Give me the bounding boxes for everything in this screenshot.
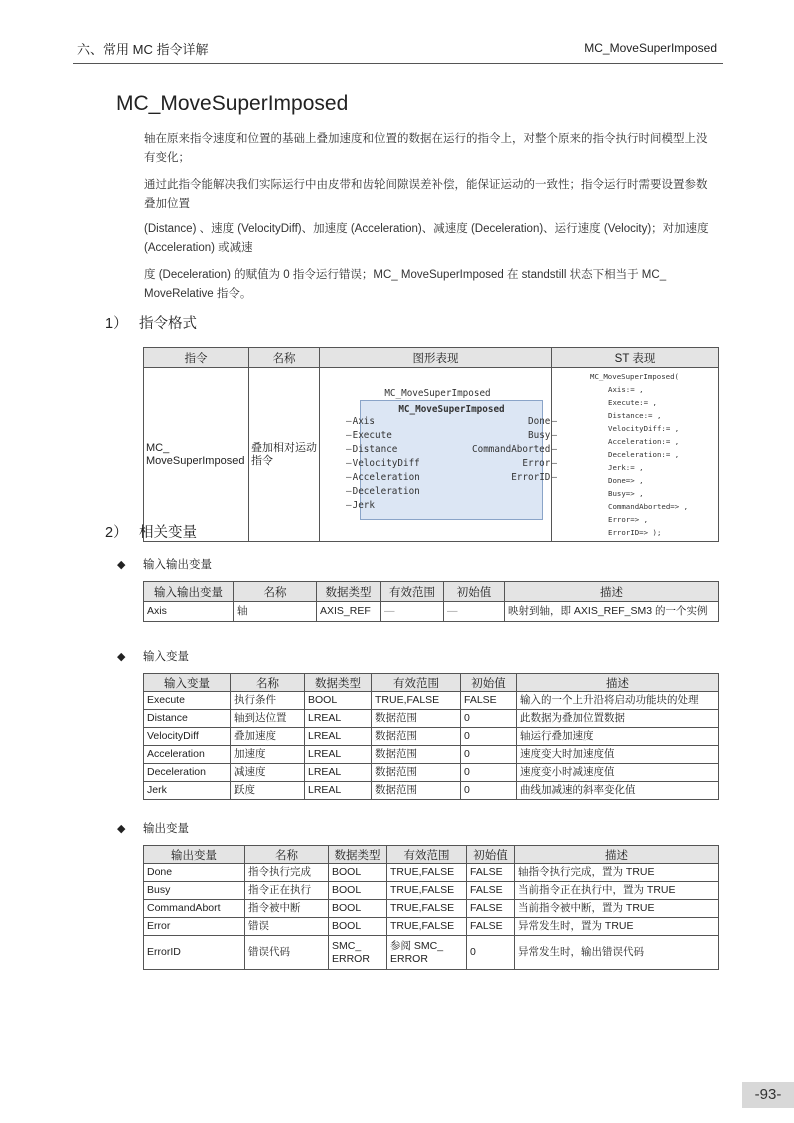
table-cell: 指令被中断 — [245, 900, 329, 918]
format-header-graphic: 图形表现 — [320, 348, 552, 368]
table-row — [144, 864, 719, 882]
fb-input-pin: — Jerk — [346, 499, 375, 512]
bullet-io-variables — [117, 556, 212, 572]
table-cell: BOOL — [329, 882, 387, 900]
format-instruction-cell: MC_ MoveSuperImposed — [144, 368, 249, 542]
fb-input-pin: — Deceleration — [346, 485, 420, 498]
bullet-label: 输出变量 — [143, 823, 189, 835]
table-row — [144, 882, 719, 900]
table-row — [144, 782, 719, 800]
out-header: 数据类型 — [329, 846, 387, 864]
table-cell: FALSE — [461, 692, 517, 710]
section-heading-format — [105, 312, 197, 333]
table-cell: CommandAbort — [144, 900, 245, 918]
fb-input-pin: — Distance — [346, 443, 397, 456]
section-number: 2） — [105, 525, 128, 541]
st-code-cell — [552, 368, 719, 542]
out-header: 有效范围 — [387, 846, 467, 864]
table-cell: ErrorID — [144, 936, 245, 970]
bullet-label: 输入输出变量 — [143, 559, 212, 571]
table-cell: — — [444, 602, 505, 622]
table-row — [144, 746, 719, 764]
table-cell: 轴 — [234, 602, 317, 622]
table-cell: 映射到轴，即 AXIS_REF_SM3 的一个实例 — [505, 602, 719, 622]
fb-type-label: MC_MoveSuperImposed — [398, 403, 505, 415]
fb-output-pin: Busy — — [528, 429, 557, 442]
st-line: Distance:= , — [608, 411, 662, 420]
out-header: 描述 — [515, 846, 719, 864]
fb-input-pin: — VelocityDiff — [346, 457, 420, 470]
table-row — [144, 692, 719, 710]
io-header: 有效范围 — [381, 582, 444, 602]
io-header: 数据类型 — [317, 582, 381, 602]
function-block — [352, 400, 551, 520]
table-cell: 指令正在执行 — [245, 882, 329, 900]
section-heading-variables — [105, 521, 197, 542]
table-cell: 0 — [461, 710, 517, 728]
fb-output-pin: ErrorID — — [511, 471, 557, 484]
io-header: 输入输出变量 — [144, 582, 234, 602]
table-cell: Acceleration — [144, 746, 231, 764]
st-line: Error=> , — [608, 515, 649, 524]
table-cell: Busy — [144, 882, 245, 900]
table-cell: — — [381, 602, 444, 622]
table-cell: 此数据为叠加位置数据 — [517, 710, 719, 728]
st-line: Jerk:= , — [608, 463, 644, 472]
table-row — [144, 918, 719, 936]
table-cell: VelocityDiff — [144, 728, 231, 746]
header-section: MC_MoveSuperImposed — [584, 41, 717, 55]
table-cell: Jerk — [144, 782, 231, 800]
function-block-diagram — [323, 386, 552, 524]
fb-input-pin: — Axis — [346, 415, 375, 428]
table-row — [144, 710, 719, 728]
diamond-bullet-icon: ◆ — [117, 559, 126, 571]
st-line: MC_MoveSuperImposed( — [590, 372, 679, 381]
table-cell: TRUE,FALSE — [387, 882, 467, 900]
table-cell: 0 — [461, 764, 517, 782]
table-cell: 指令执行完成 — [245, 864, 329, 882]
fb-input-pin: — Execute — [346, 429, 392, 442]
table-cell: 数据范围 — [372, 782, 461, 800]
st-line: Deceleration:= , — [608, 450, 680, 459]
table-cell: LREAL — [305, 782, 372, 800]
io-header: 初始值 — [444, 582, 505, 602]
in-header: 名称 — [231, 674, 305, 692]
st-line: Acceleration:= , — [608, 437, 680, 446]
out-header: 输出变量 — [144, 846, 245, 864]
bullet-output-variables — [117, 820, 189, 836]
table-cell: TRUE,FALSE — [387, 864, 467, 882]
table-cell: BOOL — [305, 692, 372, 710]
table-cell: Done — [144, 864, 245, 882]
table-cell: 参阅 SMC_ ERROR — [387, 936, 467, 970]
table-cell: 异常发生时，输出错误代码 — [515, 936, 719, 970]
in-header: 输入变量 — [144, 674, 231, 692]
table-cell: 轴运行叠加速度 — [517, 728, 719, 746]
paragraph-2: 通过此指令能解决我们实际运行中由皮带和齿轮间隙误差补偿，能保证运动的一致性；指令运行时需要设置参数叠加位置 — [144, 179, 708, 210]
table-cell: 输入的一个上升沿将启动功能块的处理 — [517, 692, 719, 710]
table-cell: LREAL — [305, 764, 372, 782]
st-line: CommandAborted=> , — [608, 502, 689, 511]
fb-instance-label: MC_MoveSuperImposed — [384, 387, 491, 399]
header-chapter: 六、常用 MC 指令详解 — [77, 42, 209, 57]
table-cell: 0 — [461, 782, 517, 800]
st-line: Busy=> , — [608, 489, 644, 498]
section-title: 相关变量 — [139, 525, 197, 541]
io-header: 描述 — [505, 582, 719, 602]
format-header-st: ST 表现 — [552, 348, 719, 368]
input-variables-table — [143, 673, 719, 800]
section-title: 指令格式 — [139, 316, 197, 332]
header-divider — [73, 63, 723, 64]
table-row — [144, 728, 719, 746]
table-cell: Deceleration — [144, 764, 231, 782]
table-cell: 异常发生时，置为 TRUE — [515, 918, 719, 936]
st-line: Done=> , — [608, 476, 644, 485]
in-header: 有效范围 — [372, 674, 461, 692]
table-cell: BOOL — [329, 900, 387, 918]
table-row — [144, 936, 719, 970]
st-line: VelocityDiff:= , — [608, 424, 680, 433]
table-cell: 减速度 — [231, 764, 305, 782]
section-number: 1） — [105, 316, 128, 332]
table-cell: 数据范围 — [372, 764, 461, 782]
table-cell: 当前指令正在执行中，置为 TRUE — [515, 882, 719, 900]
format-header-instruction: 指令 — [144, 348, 249, 368]
st-line: ErrorID=> ); — [608, 528, 662, 537]
table-cell: 执行条件 — [231, 692, 305, 710]
table-cell: LREAL — [305, 728, 372, 746]
st-line: Axis:= , — [608, 385, 644, 394]
table-cell: 数据范围 — [372, 710, 461, 728]
table-cell: LREAL — [305, 710, 372, 728]
table-cell: 当前指令被中断，置为 TRUE — [515, 900, 719, 918]
paragraph-1: 轴在原来指令速度和位置的基础上叠加速度和位置的数据在运行的指令上，对整个原来的指令执行时间模型上没有变化； — [144, 133, 708, 164]
table-cell: 加速度 — [231, 746, 305, 764]
table-cell: Execute — [144, 692, 231, 710]
table-cell: TRUE,FALSE — [387, 918, 467, 936]
output-variables-table — [143, 845, 719, 970]
table-cell: FALSE — [467, 882, 515, 900]
table-cell: FALSE — [467, 918, 515, 936]
table-cell: 0 — [461, 728, 517, 746]
table-cell: TRUE,FALSE — [387, 900, 467, 918]
table-cell: AXIS_REF — [317, 602, 381, 622]
format-table — [143, 347, 719, 542]
table-cell: LREAL — [305, 746, 372, 764]
io-variables-table — [143, 581, 719, 622]
in-header: 初始值 — [461, 674, 517, 692]
table-cell: BOOL — [329, 864, 387, 882]
table-cell: 曲线加减速的斜率变化值 — [517, 782, 719, 800]
table-cell: 速度变大时加速度值 — [517, 746, 719, 764]
diamond-bullet-icon: ◆ — [117, 823, 126, 835]
paragraph-4: 度 (Deceleration) 的赋值为 0 指令运行错误；MC_ MoveSuperImposed 在 standstill 状态下相当于 MC_ MoveRelative 指令。 — [144, 269, 667, 300]
table-cell: FALSE — [467, 864, 515, 882]
table-cell: 0 — [461, 746, 517, 764]
table-cell: 数据范围 — [372, 746, 461, 764]
out-header: 初始值 — [467, 846, 515, 864]
in-header: 数据类型 — [305, 674, 372, 692]
table-row — [144, 602, 719, 622]
table-cell: 数据范围 — [372, 728, 461, 746]
table-cell: SMC_ ERROR — [329, 936, 387, 970]
table-cell: 错误 — [245, 918, 329, 936]
fb-output-pin: Error — — [522, 457, 557, 470]
table-cell: Axis — [144, 602, 234, 622]
table-cell: 错误代码 — [245, 936, 329, 970]
table-cell: 轴指令执行完成，置为 TRUE — [515, 864, 719, 882]
diamond-bullet-icon: ◆ — [117, 651, 126, 663]
st-line: Execute:= , — [608, 398, 657, 407]
fb-output-pin: Done — — [528, 415, 557, 428]
format-graphic-cell — [320, 368, 552, 542]
table-row — [144, 764, 719, 782]
page-number: -93- — [742, 1082, 794, 1108]
fb-input-pin: — Acceleration — [346, 471, 420, 484]
table-cell: 跃度 — [231, 782, 305, 800]
table-cell: 轴到达位置 — [231, 710, 305, 728]
format-header-name: 名称 — [249, 348, 320, 368]
fb-output-pin: CommandAborted — — [472, 443, 557, 456]
bullet-input-variables — [117, 648, 189, 664]
table-cell: 叠加速度 — [231, 728, 305, 746]
format-name-cell: 叠加相对运动指令 — [249, 368, 320, 542]
page-title: MC_MoveSuperImposed — [116, 92, 349, 115]
paragraph-3: (Distance) 、速度 (VelocityDiff)、加速度 (Acceleration)、减速度 (Deceleration)、运行速度 (Velocity)；对加速度 (Acceleration) 或减速 — [144, 223, 709, 254]
table-cell: 速度变小时减速度值 — [517, 764, 719, 782]
out-header: 名称 — [245, 846, 329, 864]
table-cell: TRUE,FALSE — [372, 692, 461, 710]
io-header: 名称 — [234, 582, 317, 602]
in-header: 描述 — [517, 674, 719, 692]
table-cell: 0 — [467, 936, 515, 970]
table-cell: Distance — [144, 710, 231, 728]
bullet-label: 输入变量 — [143, 651, 189, 663]
table-cell: BOOL — [329, 918, 387, 936]
table-row — [144, 900, 719, 918]
table-cell: FALSE — [467, 900, 515, 918]
table-cell: Error — [144, 918, 245, 936]
